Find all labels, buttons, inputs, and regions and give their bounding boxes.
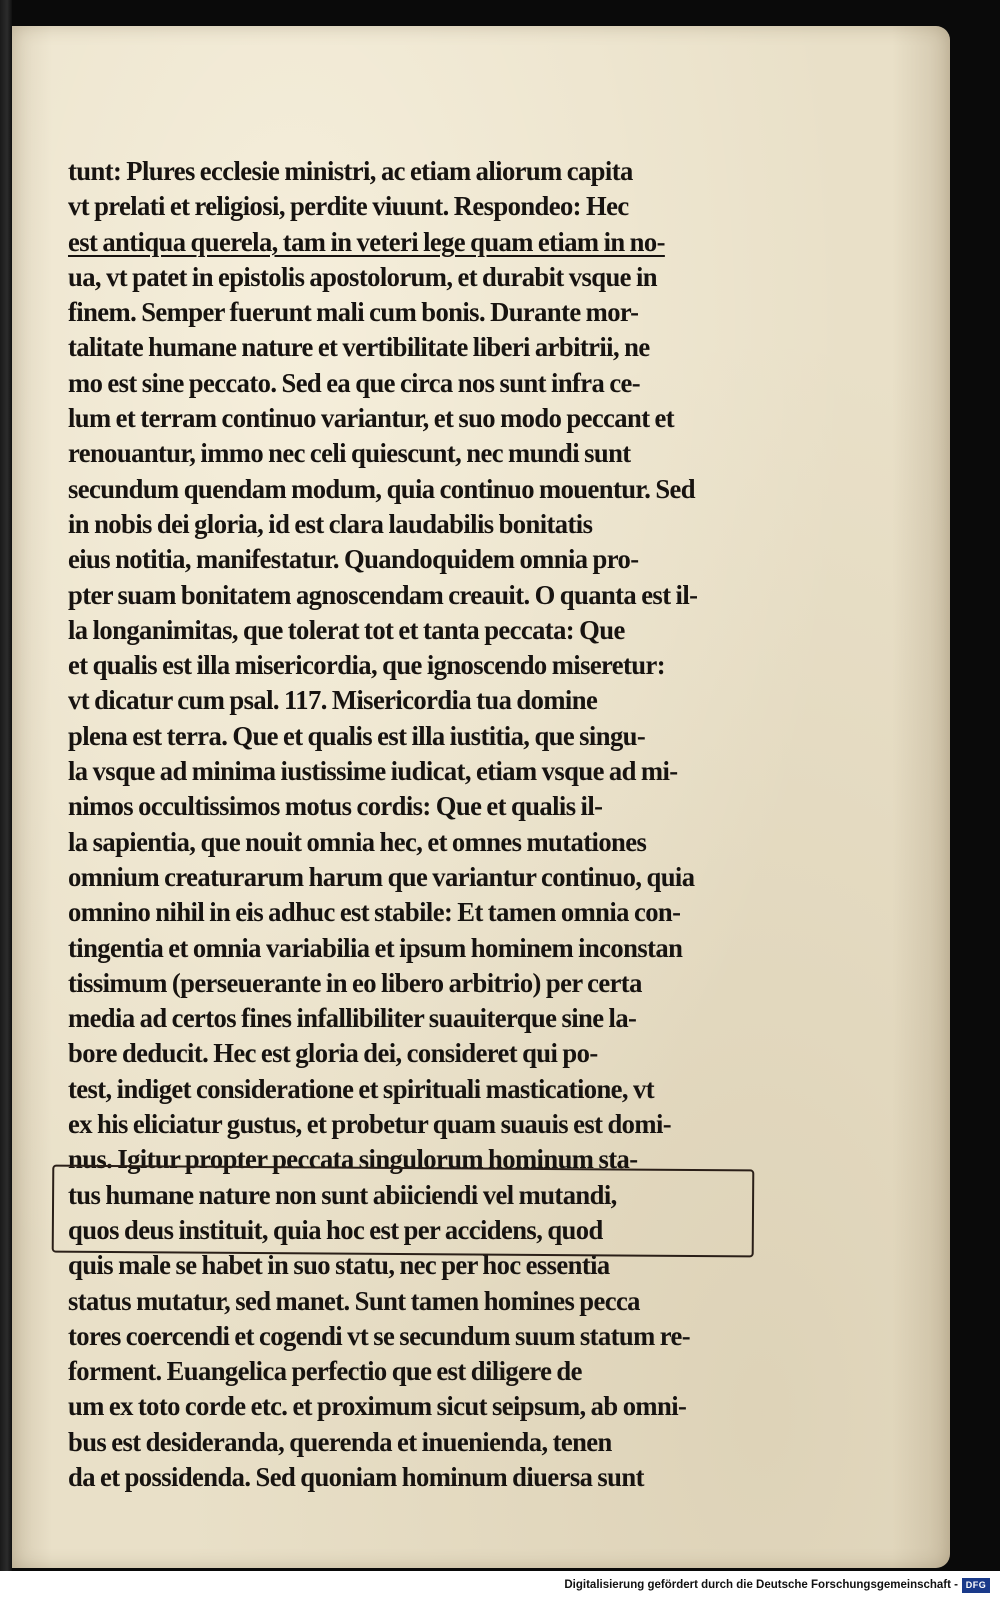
text-line: nimos occultissimos motus cordis: Que et qualis il- xyxy=(68,791,603,822)
text-line: vt dicatur cum psal. 117. Misericordia tua domine xyxy=(68,685,598,716)
text-line: tunt: Plures ecclesie ministri, ac etiam aliorum capita xyxy=(68,156,633,186)
text-line: pter suam bonitatem agnoscendam creauit. O quanta est il- xyxy=(68,579,698,610)
footer-credit: Digitalisierung gefördert durch die Deutsche Forschungsgemeinschaft - xyxy=(564,1579,958,1591)
text-line: tores coercendi et cogendi vt se secundum suum statum re- xyxy=(68,1320,690,1351)
page-text xyxy=(68,154,768,1495)
text-line: omnino nihil in eis adhuc est stabile: Et tamen omnia con- xyxy=(68,897,681,928)
dfg-logo: DFG xyxy=(962,1578,990,1593)
text-line: est antiqua querela, tam in veteri lege quam etiam in no- xyxy=(68,226,665,257)
footer-bar xyxy=(0,1571,1000,1601)
text-line: plena est terra. Que et qualis est illa iustitia, que singu- xyxy=(68,720,646,751)
text-line: renouantur, immo nec celi quiescunt, nec mundi sunt xyxy=(68,438,631,469)
text-line: tissimum (perseuerante in eo libero arbitrio) per certa xyxy=(68,967,642,998)
text-line: forment. Euangelica perfectio que est diligere de xyxy=(68,1356,582,1387)
text-line: test, indiget consideratione et spirituali masticatione, vt xyxy=(68,1073,655,1104)
text-line: secundum quendam modum, quia continuo mouentur. Sed xyxy=(68,473,696,504)
text-line: finem. Semper fuerunt mali cum bonis. Durante mor- xyxy=(68,297,639,328)
text-line: eius notitia, manifestatur. Quandoquidem omnia pro- xyxy=(68,544,639,575)
ink-box-annotation xyxy=(52,1165,755,1258)
text-line: omnium creaturarum harum que variantur continuo, quia xyxy=(68,861,695,892)
book-page xyxy=(12,26,950,1568)
text-line: ua, vt patet in epistolis apostolorum, et durabit vsque in xyxy=(68,261,657,292)
text-line: in nobis dei gloria, id est clara laudabilis bonitatis xyxy=(68,508,593,539)
text-line: media ad certos fines infallibiliter suauiterque sine la- xyxy=(68,1003,637,1034)
text-line: bore deducit. Hec est gloria dei, consideret qui po- xyxy=(68,1038,598,1069)
text-line: um ex toto corde etc. et proximum sicut seipsum, ab omni- xyxy=(68,1391,687,1422)
text-line: vt prelati et religiosi, perdite viuunt. Respondeo: Hec xyxy=(68,191,629,222)
text-line: tingentia et omnia variabilia et ipsum hominem inconstan xyxy=(68,932,683,963)
text-line: nus. Igitur propter peccata singulorum hominum sta- xyxy=(68,1144,638,1175)
text-line: la longanimitas, que tolerat tot et tanta peccata: Que xyxy=(68,614,625,645)
text-line: ex his eliciatur gustus, et probetur quam suauis est domi- xyxy=(68,1109,672,1140)
text-line: status mutatur, sed manet. Sunt tamen homines pecca xyxy=(68,1285,640,1316)
book-edge xyxy=(0,0,12,1571)
text-line: la vsque ad minima iustissime iudicat, etiam vsque ad mi- xyxy=(68,756,678,787)
text-line: quos deus instituit, quia hoc est per accidens, quod xyxy=(68,1214,603,1245)
text-line: lum et terram continuo variantur, et suo modo peccant et xyxy=(68,403,675,434)
text-line: da et possidenda. Sed quoniam hominum diuersa sunt xyxy=(68,1461,644,1492)
text-line: talitate humane nature et vertibilitate liberi arbitrii, ne xyxy=(68,332,650,363)
text-line: la sapientia, que nouit omnia hec, et omnes mutationes xyxy=(68,826,647,857)
text-line: et qualis est illa misericordia, que ignoscendo miseretur: xyxy=(68,650,666,681)
text-line: quis male se habet in suo statu, nec per hoc essentia xyxy=(68,1250,610,1281)
text-line: mo est sine peccato. Sed ea que circa nos sunt infra ce- xyxy=(68,367,641,398)
text-line: bus est desideranda, querenda et inuenienda, tenen xyxy=(68,1426,612,1457)
text-line: tus humane nature non sunt abiiciendi vel mutandi, xyxy=(68,1179,617,1210)
